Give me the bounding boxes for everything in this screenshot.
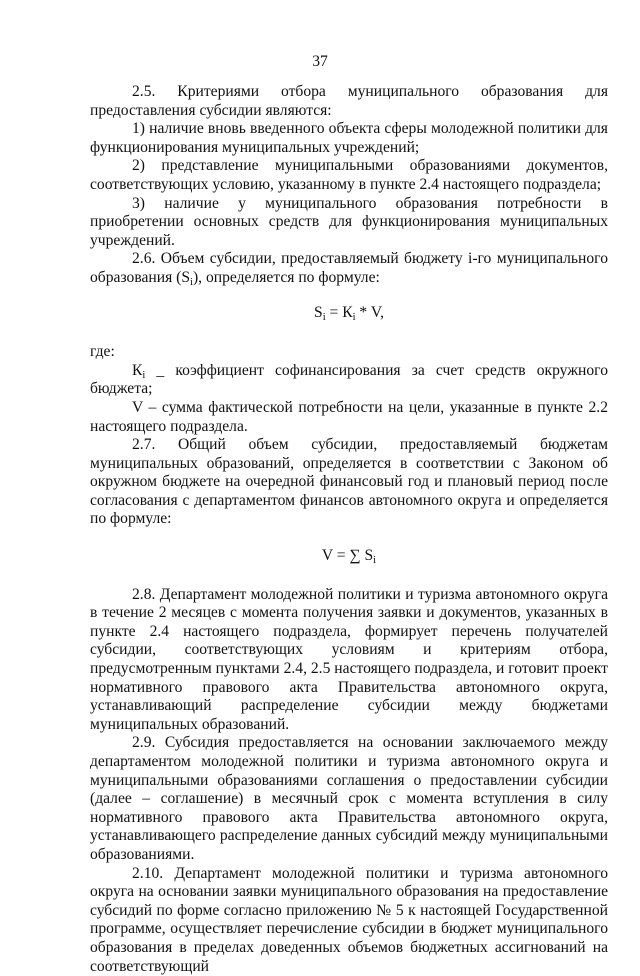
definition-k-text: _ коэффициент софинансирования за счет средств окружного бюджета;	[90, 361, 608, 398]
paragraph-2-7: 2.7. Общий объем субсидии, предоставляемый бюджетам муниципальных образований, определяется в соответствии с Законом об окружном бюджете на очередной финансовый год и плановый период после согласования с департаментом финансов автономного округа и определяется по формуле:	[90, 436, 608, 528]
formula-eq-k: = К	[325, 303, 353, 321]
paragraph-2-9: 2.9. Субсидия предоставляется на основании заключаемого между департаментом молодежной политики и туризма автономного округа и муниципальными образованиями соглашения о предоставлении субсидии (далее – соглашение) в месячный срок с момента вступления в силу нормативного правового акта Правительства автономного округа, устанавливающего распределение данных субсидий между муниципальными образованиями.	[90, 734, 608, 863]
definition-k-subscript: i	[142, 369, 146, 381]
paragraph-2-6-text-a: 2.6. Объем субсидии, предоставляемый бюджету i-го муниципального образования (S	[90, 250, 608, 286]
formula-k-subscript: i	[352, 311, 356, 323]
criterion-2: 2) представление муниципальными образованиями документов, соответствующих условию, указанному в пункте 2.4 настоящего подраздела;	[90, 157, 608, 193]
paragraph-2-6	[90, 250, 608, 287]
definition-v: V – сумма фактической потребности на цели, указанные в пункте 2.2 настоящего подраздела.	[90, 398, 608, 435]
paragraph-2-6-text-b: ), определяется по формуле:	[192, 268, 380, 286]
formula-rest: * V,	[355, 303, 384, 321]
definition-k-symbol: К	[132, 361, 143, 379]
formula-total-subscript: i	[373, 555, 377, 567]
criterion-3: 3) наличие у муниципального образования потребности в приобретении основных средств для функционирования муниципальных учреждений.	[90, 194, 608, 249]
paragraph-2-10: 2.10. Департамент молодежной политики и туризма автономного округа на основании заявки муниципального образования на предоставление субсидий по форме согласно приложению № 5 к настоящей Государственной программе, осуществляет перечисление субсидии в бюджет муниципального образования в пределах доведенных объемов бюджетных ассигнований на соответствующий	[90, 864, 608, 975]
paragraph-2-5: 2.5. Критериями отбора муниципального образования для предоставления субсидии являются:	[90, 83, 608, 119]
definition-k	[90, 362, 608, 399]
document-body	[90, 83, 608, 976]
paragraph-2-6-subscript: i	[190, 276, 193, 288]
formula-total	[90, 547, 608, 566]
criterion-1: 1) наличие вновь введенного объекта сферы молодежной политики для функционирования муниципальных учреждений;	[90, 120, 608, 156]
formula-s: S	[314, 303, 323, 321]
page-number: 37	[312, 53, 328, 70]
formula-subsidy	[90, 304, 608, 323]
formula-total-lhs: V = ∑ S	[321, 547, 374, 565]
where-label: где:	[90, 343, 115, 361]
formula-s-subscript: i	[322, 311, 326, 323]
paragraph-2-8: 2.8. Департамент молодежной политики и туризма автономного округа в течение 2 месяцев с момента получения заявки и документов, указанных в пункте 2.4 настоящего подраздела, формирует перечень получателей субсидии, соответствующих условиям и критериям отбора, предусмотренным пунктами 2.4, 2.5 настоящего подраздела, и готовит проект нормативного правового акта Правительства автономного округа, устанавливающий распределение субсидии между бюджетами муниципальных образований.	[90, 585, 608, 733]
